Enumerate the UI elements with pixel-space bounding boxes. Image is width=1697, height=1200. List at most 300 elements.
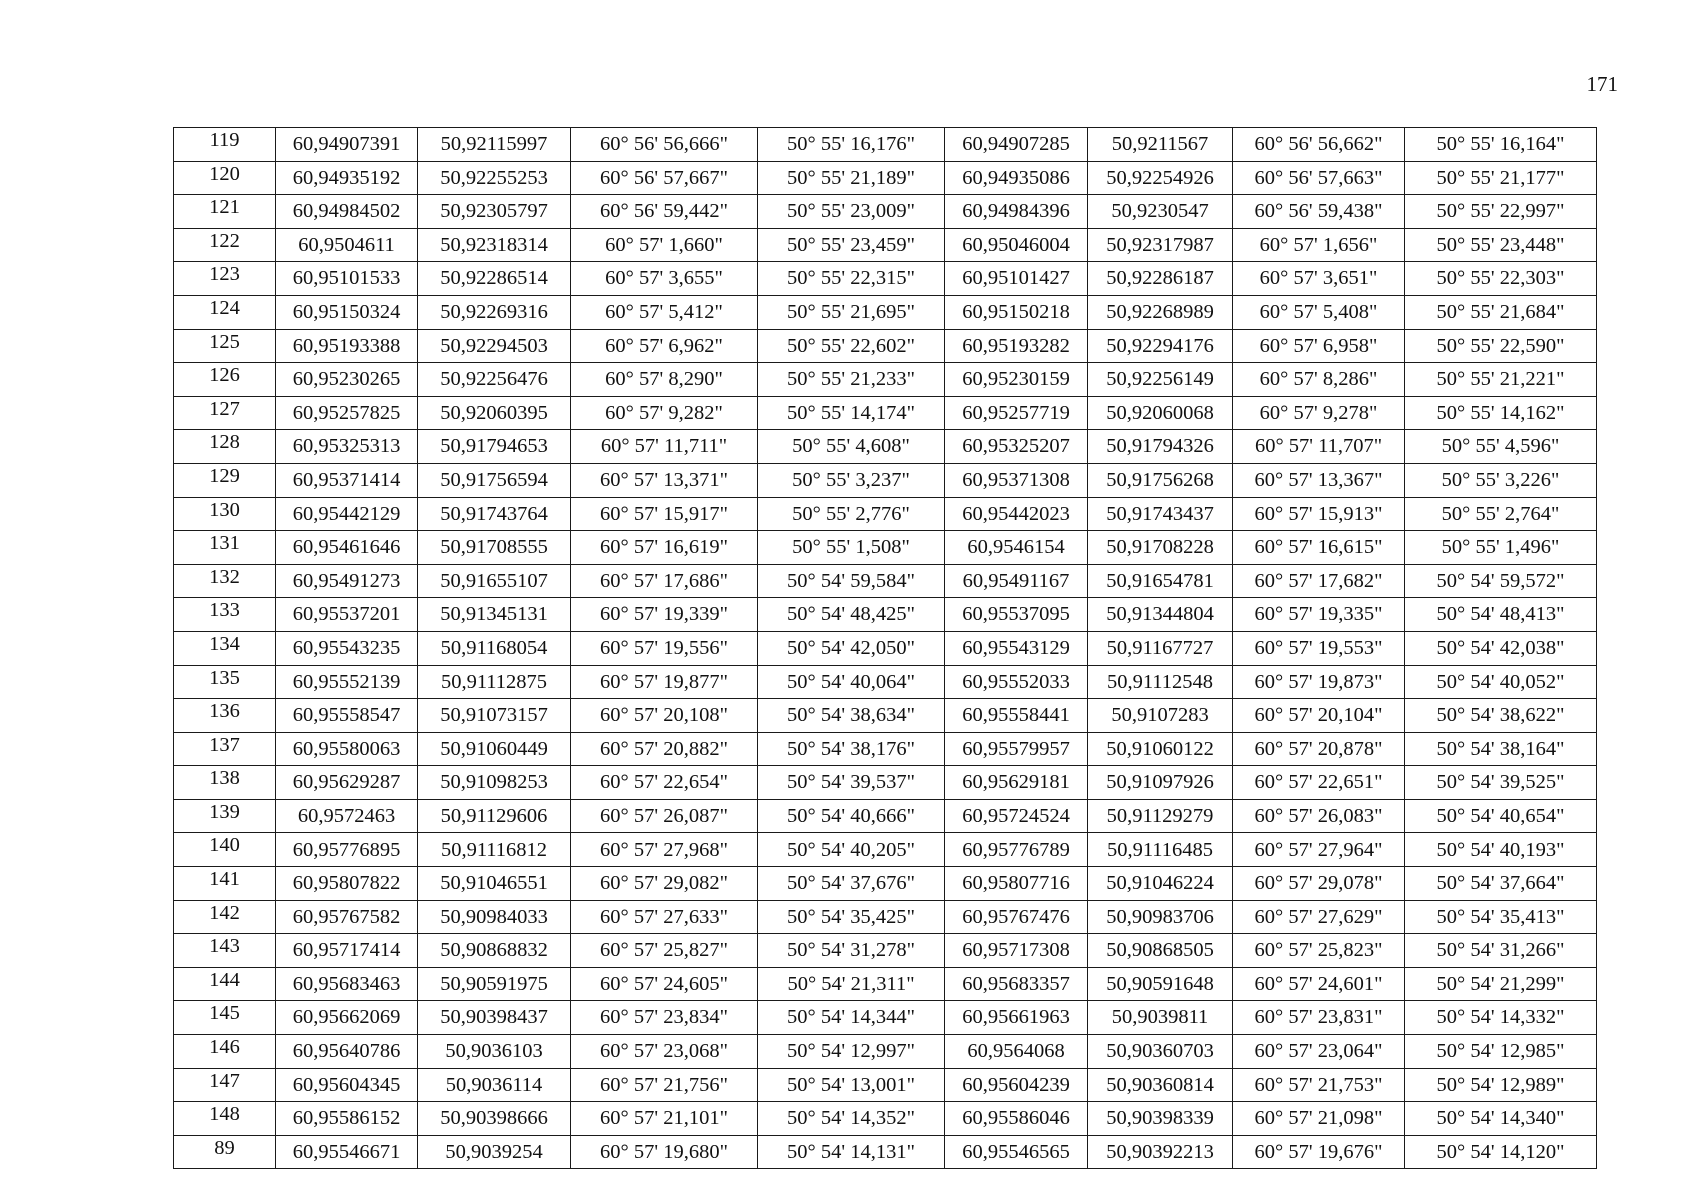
longitude-dms-alt-cell: 50° 55' 1,496" (1405, 531, 1597, 565)
longitude-decimal-cell: 50,9036103 (418, 1035, 571, 1069)
point-number-cell: 127 (174, 396, 276, 430)
latitude-decimal-cell: 60,95662069 (276, 1001, 418, 1035)
latitude-decimal-alt-cell: 60,95371308 (945, 463, 1088, 497)
latitude-decimal-cell: 60,9572463 (276, 799, 418, 833)
longitude-dms-cell: 50° 55' 4,608" (758, 430, 945, 464)
longitude-decimal-alt-cell: 50,9230547 (1088, 195, 1233, 229)
longitude-dms-cell: 50° 55' 21,695" (758, 295, 945, 329)
latitude-dms-cell: 60° 57' 5,412" (571, 295, 758, 329)
longitude-dms-cell: 50° 54' 12,997" (758, 1035, 945, 1069)
latitude-decimal-alt-cell: 60,95579957 (945, 732, 1088, 766)
longitude-decimal-cell: 50,90398666 (418, 1102, 571, 1136)
longitude-decimal-cell: 50,91046551 (418, 867, 571, 901)
table-row (174, 1001, 1597, 1035)
latitude-decimal-alt-cell: 60,95629181 (945, 766, 1088, 800)
table-row (174, 329, 1597, 363)
point-number-cell: 122 (174, 228, 276, 262)
latitude-dms-cell: 60° 57' 21,101" (571, 1102, 758, 1136)
longitude-dms-alt-cell: 50° 54' 38,622" (1405, 699, 1597, 733)
longitude-dms-alt-cell: 50° 54' 39,525" (1405, 766, 1597, 800)
latitude-dms-alt-cell: 60° 57' 29,078" (1233, 867, 1405, 901)
table-row (174, 598, 1597, 632)
latitude-decimal-cell: 60,95442129 (276, 497, 418, 531)
latitude-dms-alt-cell: 60° 57' 22,651" (1233, 766, 1405, 800)
latitude-dms-alt-cell: 60° 57' 25,823" (1233, 934, 1405, 968)
longitude-decimal-alt-cell: 50,9211567 (1088, 128, 1233, 162)
latitude-dms-alt-cell: 60° 57' 3,651" (1233, 262, 1405, 296)
point-number-cell: 134 (174, 631, 276, 665)
table-row (174, 867, 1597, 901)
longitude-dms-cell: 50° 54' 14,352" (758, 1102, 945, 1136)
longitude-decimal-cell: 50,91168054 (418, 631, 571, 665)
longitude-dms-alt-cell: 50° 55' 22,997" (1405, 195, 1597, 229)
longitude-dms-alt-cell: 50° 55' 21,177" (1405, 161, 1597, 195)
longitude-dms-alt-cell: 50° 54' 31,266" (1405, 934, 1597, 968)
latitude-dms-alt-cell: 60° 57' 13,367" (1233, 463, 1405, 497)
latitude-dms-alt-cell: 60° 57' 26,083" (1233, 799, 1405, 833)
latitude-dms-alt-cell: 60° 57' 20,104" (1233, 699, 1405, 733)
table-row (174, 631, 1597, 665)
longitude-decimal-cell: 50,91655107 (418, 564, 571, 598)
latitude-decimal-alt-cell: 60,95046004 (945, 228, 1088, 262)
latitude-dms-cell: 60° 57' 19,877" (571, 665, 758, 699)
longitude-dms-alt-cell: 50° 54' 12,985" (1405, 1035, 1597, 1069)
longitude-dms-cell: 50° 54' 37,676" (758, 867, 945, 901)
longitude-dms-cell: 50° 54' 39,537" (758, 766, 945, 800)
latitude-decimal-alt-cell: 60,95604239 (945, 1068, 1088, 1102)
latitude-decimal-alt-cell: 60,95101427 (945, 262, 1088, 296)
longitude-decimal-cell: 50,92256476 (418, 363, 571, 397)
latitude-dms-alt-cell: 60° 57' 19,335" (1233, 598, 1405, 632)
longitude-dms-alt-cell: 50° 54' 38,164" (1405, 732, 1597, 766)
latitude-decimal-cell: 60,95193388 (276, 329, 418, 363)
latitude-dms-cell: 60° 57' 23,834" (571, 1001, 758, 1035)
longitude-dms-cell: 50° 55' 14,174" (758, 396, 945, 430)
latitude-decimal-alt-cell: 60,95257719 (945, 396, 1088, 430)
point-number-cell: 123 (174, 262, 276, 296)
longitude-decimal-cell: 50,9036114 (418, 1068, 571, 1102)
longitude-dms-cell: 50° 55' 23,459" (758, 228, 945, 262)
latitude-decimal-cell: 60,9504611 (276, 228, 418, 262)
longitude-decimal-alt-cell: 50,91116485 (1088, 833, 1233, 867)
longitude-decimal-alt-cell: 50,90868505 (1088, 934, 1233, 968)
longitude-dms-cell: 50° 54' 40,666" (758, 799, 945, 833)
longitude-dms-alt-cell: 50° 54' 48,413" (1405, 598, 1597, 632)
latitude-decimal-alt-cell: 60,95491167 (945, 564, 1088, 598)
latitude-decimal-cell: 60,95767582 (276, 900, 418, 934)
latitude-decimal-alt-cell: 60,95325207 (945, 430, 1088, 464)
latitude-decimal-alt-cell: 60,95558441 (945, 699, 1088, 733)
longitude-dms-alt-cell: 50° 54' 14,340" (1405, 1102, 1597, 1136)
latitude-dms-cell: 60° 56' 59,442" (571, 195, 758, 229)
longitude-dms-alt-cell: 50° 55' 3,226" (1405, 463, 1597, 497)
longitude-decimal-cell: 50,92269316 (418, 295, 571, 329)
table-row (174, 396, 1597, 430)
point-number-cell: 135 (174, 665, 276, 699)
table-row (174, 128, 1597, 162)
longitude-decimal-cell: 50,90984033 (418, 900, 571, 934)
latitude-decimal-cell: 60,95546671 (276, 1135, 418, 1169)
longitude-decimal-alt-cell: 50,92060068 (1088, 396, 1233, 430)
table-row (174, 262, 1597, 296)
latitude-decimal-cell: 60,95371414 (276, 463, 418, 497)
longitude-decimal-cell: 50,91116812 (418, 833, 571, 867)
point-number-cell: 121 (174, 195, 276, 229)
table-row (174, 967, 1597, 1001)
longitude-dms-alt-cell: 50° 55' 21,684" (1405, 295, 1597, 329)
longitude-decimal-alt-cell: 50,90392213 (1088, 1135, 1233, 1169)
latitude-decimal-alt-cell: 60,95717308 (945, 934, 1088, 968)
longitude-dms-cell: 50° 54' 31,278" (758, 934, 945, 968)
point-number-cell: 138 (174, 766, 276, 800)
latitude-dms-alt-cell: 60° 57' 16,615" (1233, 531, 1405, 565)
longitude-dms-cell: 50° 55' 22,315" (758, 262, 945, 296)
point-number-cell: 140 (174, 833, 276, 867)
longitude-decimal-cell: 50,91794653 (418, 430, 571, 464)
longitude-decimal-cell: 50,92115997 (418, 128, 571, 162)
point-number-cell: 146 (174, 1035, 276, 1069)
point-number-cell: 130 (174, 497, 276, 531)
longitude-decimal-alt-cell: 50,90983706 (1088, 900, 1233, 934)
point-number-cell: 126 (174, 363, 276, 397)
longitude-decimal-alt-cell: 50,91794326 (1088, 430, 1233, 464)
longitude-decimal-alt-cell: 50,9039811 (1088, 1001, 1233, 1035)
point-number-cell: 148 (174, 1102, 276, 1136)
longitude-dms-alt-cell: 50° 55' 14,162" (1405, 396, 1597, 430)
latitude-dms-cell: 60° 57' 16,619" (571, 531, 758, 565)
longitude-dms-cell: 50° 54' 21,311" (758, 967, 945, 1001)
latitude-dms-alt-cell: 60° 57' 1,656" (1233, 228, 1405, 262)
longitude-decimal-cell: 50,92060395 (418, 396, 571, 430)
longitude-dms-alt-cell: 50° 54' 12,989" (1405, 1068, 1597, 1102)
table-row (174, 900, 1597, 934)
latitude-decimal-cell: 60,95325313 (276, 430, 418, 464)
longitude-dms-cell: 50° 55' 2,776" (758, 497, 945, 531)
latitude-dms-alt-cell: 60° 57' 6,958" (1233, 329, 1405, 363)
table-row (174, 161, 1597, 195)
latitude-dms-cell: 60° 57' 21,756" (571, 1068, 758, 1102)
latitude-dms-cell: 60° 57' 17,686" (571, 564, 758, 598)
longitude-decimal-alt-cell: 50,90360814 (1088, 1068, 1233, 1102)
longitude-decimal-alt-cell: 50,92317987 (1088, 228, 1233, 262)
longitude-decimal-alt-cell: 50,91344804 (1088, 598, 1233, 632)
longitude-decimal-alt-cell: 50,91167727 (1088, 631, 1233, 665)
longitude-dms-alt-cell: 50° 55' 23,448" (1405, 228, 1597, 262)
longitude-decimal-cell: 50,91743764 (418, 497, 571, 531)
latitude-decimal-cell: 60,95461646 (276, 531, 418, 565)
latitude-decimal-alt-cell: 60,9564068 (945, 1035, 1088, 1069)
longitude-dms-cell: 50° 54' 59,584" (758, 564, 945, 598)
longitude-decimal-alt-cell: 50,92294176 (1088, 329, 1233, 363)
longitude-decimal-cell: 50,92305797 (418, 195, 571, 229)
longitude-decimal-cell: 50,91073157 (418, 699, 571, 733)
longitude-decimal-cell: 50,91098253 (418, 766, 571, 800)
latitude-dms-alt-cell: 60° 57' 27,629" (1233, 900, 1405, 934)
latitude-decimal-alt-cell: 60,95552033 (945, 665, 1088, 699)
point-number-cell: 125 (174, 329, 276, 363)
longitude-dms-cell: 50° 54' 14,344" (758, 1001, 945, 1035)
latitude-dms-alt-cell: 60° 57' 20,878" (1233, 732, 1405, 766)
longitude-decimal-cell: 50,91129606 (418, 799, 571, 833)
table-row (174, 295, 1597, 329)
longitude-decimal-alt-cell: 50,91046224 (1088, 867, 1233, 901)
latitude-dms-cell: 60° 57' 20,882" (571, 732, 758, 766)
longitude-dms-cell: 50° 54' 35,425" (758, 900, 945, 934)
latitude-decimal-alt-cell: 60,95807716 (945, 867, 1088, 901)
latitude-dms-alt-cell: 60° 57' 11,707" (1233, 430, 1405, 464)
latitude-decimal-cell: 60,95717414 (276, 934, 418, 968)
longitude-decimal-cell: 50,92294503 (418, 329, 571, 363)
longitude-dms-alt-cell: 50° 54' 37,664" (1405, 867, 1597, 901)
longitude-decimal-alt-cell: 50,90360703 (1088, 1035, 1233, 1069)
longitude-decimal-alt-cell: 50,90398339 (1088, 1102, 1233, 1136)
longitude-dms-alt-cell: 50° 54' 21,299" (1405, 967, 1597, 1001)
longitude-decimal-cell: 50,90591975 (418, 967, 571, 1001)
longitude-dms-alt-cell: 50° 54' 14,120" (1405, 1135, 1597, 1169)
point-number-cell: 119 (174, 128, 276, 162)
longitude-decimal-alt-cell: 50,92286187 (1088, 262, 1233, 296)
latitude-dms-cell: 60° 56' 56,666" (571, 128, 758, 162)
longitude-dms-cell: 50° 55' 22,602" (758, 329, 945, 363)
latitude-decimal-cell: 60,95776895 (276, 833, 418, 867)
point-number-cell: 144 (174, 967, 276, 1001)
longitude-decimal-alt-cell: 50,91708228 (1088, 531, 1233, 565)
latitude-dms-cell: 60° 57' 19,556" (571, 631, 758, 665)
latitude-dms-cell: 60° 57' 11,711" (571, 430, 758, 464)
point-number-cell: 145 (174, 1001, 276, 1035)
latitude-dms-alt-cell: 60° 57' 19,553" (1233, 631, 1405, 665)
latitude-dms-alt-cell: 60° 57' 17,682" (1233, 564, 1405, 598)
point-number-cell: 124 (174, 295, 276, 329)
table-row (174, 766, 1597, 800)
latitude-dms-cell: 60° 57' 27,633" (571, 900, 758, 934)
longitude-decimal-cell: 50,90398437 (418, 1001, 571, 1035)
latitude-decimal-alt-cell: 60,95683357 (945, 967, 1088, 1001)
point-number-cell: 132 (174, 564, 276, 598)
latitude-decimal-cell: 60,95580063 (276, 732, 418, 766)
latitude-dms-alt-cell: 60° 57' 27,964" (1233, 833, 1405, 867)
latitude-decimal-cell: 60,95491273 (276, 564, 418, 598)
longitude-dms-alt-cell: 50° 54' 40,654" (1405, 799, 1597, 833)
latitude-dms-cell: 60° 57' 29,082" (571, 867, 758, 901)
latitude-dms-alt-cell: 60° 57' 21,098" (1233, 1102, 1405, 1136)
point-number-cell: 141 (174, 867, 276, 901)
point-number-cell: 89 (174, 1135, 276, 1169)
longitude-dms-cell: 50° 54' 13,001" (758, 1068, 945, 1102)
point-number-cell: 147 (174, 1068, 276, 1102)
latitude-dms-cell: 60° 57' 22,654" (571, 766, 758, 800)
latitude-dms-alt-cell: 60° 56' 59,438" (1233, 195, 1405, 229)
latitude-decimal-alt-cell: 60,95442023 (945, 497, 1088, 531)
longitude-decimal-alt-cell: 50,92256149 (1088, 363, 1233, 397)
table-row (174, 1035, 1597, 1069)
latitude-dms-cell: 60° 57' 25,827" (571, 934, 758, 968)
longitude-dms-cell: 50° 55' 21,233" (758, 363, 945, 397)
longitude-decimal-cell: 50,91060449 (418, 732, 571, 766)
latitude-decimal-alt-cell: 60,95586046 (945, 1102, 1088, 1136)
longitude-dms-cell: 50° 54' 14,131" (758, 1135, 945, 1169)
table-row (174, 531, 1597, 565)
latitude-dms-alt-cell: 60° 57' 24,601" (1233, 967, 1405, 1001)
table-row (174, 934, 1597, 968)
coordinates-table (173, 127, 1597, 1169)
longitude-dms-cell: 50° 54' 48,425" (758, 598, 945, 632)
latitude-dms-cell: 60° 57' 26,087" (571, 799, 758, 833)
longitude-dms-alt-cell: 50° 55' 2,764" (1405, 497, 1597, 531)
latitude-decimal-cell: 60,95640786 (276, 1035, 418, 1069)
table-row (174, 665, 1597, 699)
latitude-decimal-cell: 60,95629287 (276, 766, 418, 800)
latitude-decimal-alt-cell: 60,95546565 (945, 1135, 1088, 1169)
table-row (174, 497, 1597, 531)
latitude-dms-cell: 60° 57' 20,108" (571, 699, 758, 733)
latitude-decimal-alt-cell: 60,94984396 (945, 195, 1088, 229)
longitude-dms-alt-cell: 50° 55' 4,596" (1405, 430, 1597, 464)
latitude-decimal-alt-cell: 60,95543129 (945, 631, 1088, 665)
latitude-decimal-alt-cell: 60,95537095 (945, 598, 1088, 632)
latitude-decimal-cell: 60,95537201 (276, 598, 418, 632)
latitude-dms-cell: 60° 57' 8,290" (571, 363, 758, 397)
latitude-dms-cell: 60° 57' 15,917" (571, 497, 758, 531)
latitude-dms-cell: 60° 57' 9,282" (571, 396, 758, 430)
latitude-decimal-alt-cell: 60,95724524 (945, 799, 1088, 833)
latitude-dms-cell: 60° 57' 1,660" (571, 228, 758, 262)
latitude-decimal-cell: 60,95552139 (276, 665, 418, 699)
table-row (174, 363, 1597, 397)
latitude-decimal-cell: 60,95604345 (276, 1068, 418, 1102)
point-number-cell: 120 (174, 161, 276, 195)
latitude-dms-alt-cell: 60° 57' 19,873" (1233, 665, 1405, 699)
latitude-dms-alt-cell: 60° 57' 21,753" (1233, 1068, 1405, 1102)
latitude-decimal-cell: 60,95101533 (276, 262, 418, 296)
longitude-dms-alt-cell: 50° 54' 40,193" (1405, 833, 1597, 867)
latitude-decimal-alt-cell: 60,9546154 (945, 531, 1088, 565)
point-number-cell: 142 (174, 900, 276, 934)
coordinates-table-body (174, 128, 1597, 1169)
table-row (174, 195, 1597, 229)
latitude-dms-cell: 60° 57' 13,371" (571, 463, 758, 497)
longitude-dms-cell: 50° 54' 38,634" (758, 699, 945, 733)
longitude-decimal-alt-cell: 50,91654781 (1088, 564, 1233, 598)
latitude-dms-cell: 60° 57' 19,680" (571, 1135, 758, 1169)
page-number: 171 (1586, 72, 1618, 96)
longitude-decimal-cell: 50,91708555 (418, 531, 571, 565)
longitude-dms-cell: 50° 55' 23,009" (758, 195, 945, 229)
longitude-dms-alt-cell: 50° 55' 22,303" (1405, 262, 1597, 296)
table-row (174, 463, 1597, 497)
latitude-decimal-alt-cell: 60,94935086 (945, 161, 1088, 195)
table-row (174, 430, 1597, 464)
table-row (174, 1102, 1597, 1136)
latitude-dms-cell: 60° 57' 23,068" (571, 1035, 758, 1069)
latitude-decimal-cell: 60,95683463 (276, 967, 418, 1001)
latitude-dms-cell: 60° 57' 24,605" (571, 967, 758, 1001)
latitude-decimal-alt-cell: 60,95776789 (945, 833, 1088, 867)
latitude-decimal-alt-cell: 60,95767476 (945, 900, 1088, 934)
point-number-cell: 131 (174, 531, 276, 565)
longitude-dms-alt-cell: 50° 54' 14,332" (1405, 1001, 1597, 1035)
longitude-decimal-alt-cell: 50,91097926 (1088, 766, 1233, 800)
point-number-cell: 133 (174, 598, 276, 632)
latitude-dms-cell: 60° 57' 6,962" (571, 329, 758, 363)
longitude-dms-cell: 50° 54' 38,176" (758, 732, 945, 766)
latitude-decimal-cell: 60,95807822 (276, 867, 418, 901)
longitude-decimal-alt-cell: 50,91756268 (1088, 463, 1233, 497)
table-row (174, 1068, 1597, 1102)
longitude-decimal-cell: 50,9039254 (418, 1135, 571, 1169)
longitude-decimal-cell: 50,92255253 (418, 161, 571, 195)
longitude-decimal-cell: 50,91345131 (418, 598, 571, 632)
longitude-decimal-alt-cell: 50,92254926 (1088, 161, 1233, 195)
latitude-dms-alt-cell: 60° 56' 57,663" (1233, 161, 1405, 195)
table-row (174, 833, 1597, 867)
table-row (174, 1135, 1597, 1169)
point-number-cell: 143 (174, 934, 276, 968)
point-number-cell: 139 (174, 799, 276, 833)
longitude-dms-cell: 50° 55' 1,508" (758, 531, 945, 565)
point-number-cell: 128 (174, 430, 276, 464)
longitude-decimal-cell: 50,91112875 (418, 665, 571, 699)
point-number-cell: 136 (174, 699, 276, 733)
point-number-cell: 129 (174, 463, 276, 497)
longitude-dms-cell: 50° 55' 3,237" (758, 463, 945, 497)
latitude-dms-alt-cell: 60° 57' 23,831" (1233, 1001, 1405, 1035)
latitude-decimal-alt-cell: 60,95193282 (945, 329, 1088, 363)
longitude-dms-alt-cell: 50° 55' 21,221" (1405, 363, 1597, 397)
longitude-decimal-alt-cell: 50,91743437 (1088, 497, 1233, 531)
latitude-decimal-cell: 60,95586152 (276, 1102, 418, 1136)
longitude-dms-alt-cell: 50° 54' 35,413" (1405, 900, 1597, 934)
latitude-decimal-alt-cell: 60,94907285 (945, 128, 1088, 162)
longitude-decimal-alt-cell: 50,91060122 (1088, 732, 1233, 766)
longitude-dms-alt-cell: 50° 55' 16,164" (1405, 128, 1597, 162)
longitude-decimal-cell: 50,90868832 (418, 934, 571, 968)
longitude-decimal-alt-cell: 50,9107283 (1088, 699, 1233, 733)
table-row (174, 732, 1597, 766)
latitude-decimal-alt-cell: 60,95150218 (945, 295, 1088, 329)
longitude-decimal-cell: 50,91756594 (418, 463, 571, 497)
latitude-decimal-cell: 60,95230265 (276, 363, 418, 397)
latitude-decimal-cell: 60,94984502 (276, 195, 418, 229)
latitude-dms-alt-cell: 60° 56' 56,662" (1233, 128, 1405, 162)
latitude-dms-alt-cell: 60° 57' 9,278" (1233, 396, 1405, 430)
table-row (174, 699, 1597, 733)
longitude-decimal-alt-cell: 50,92268989 (1088, 295, 1233, 329)
longitude-dms-cell: 50° 55' 16,176" (758, 128, 945, 162)
longitude-dms-alt-cell: 50° 54' 42,038" (1405, 631, 1597, 665)
latitude-dms-cell: 60° 56' 57,667" (571, 161, 758, 195)
latitude-dms-cell: 60° 57' 19,339" (571, 598, 758, 632)
longitude-decimal-alt-cell: 50,91112548 (1088, 665, 1233, 699)
latitude-dms-alt-cell: 60° 57' 5,408" (1233, 295, 1405, 329)
latitude-decimal-cell: 60,94935192 (276, 161, 418, 195)
longitude-dms-cell: 50° 54' 42,050" (758, 631, 945, 665)
longitude-decimal-cell: 50,92318314 (418, 228, 571, 262)
latitude-dms-alt-cell: 60° 57' 8,286" (1233, 363, 1405, 397)
latitude-dms-cell: 60° 57' 3,655" (571, 262, 758, 296)
latitude-dms-alt-cell: 60° 57' 19,676" (1233, 1135, 1405, 1169)
longitude-dms-cell: 50° 54' 40,205" (758, 833, 945, 867)
latitude-decimal-alt-cell: 60,95230159 (945, 363, 1088, 397)
latitude-dms-cell: 60° 57' 27,968" (571, 833, 758, 867)
point-number-cell: 137 (174, 732, 276, 766)
latitude-decimal-cell: 60,95150324 (276, 295, 418, 329)
longitude-dms-alt-cell: 50° 54' 59,572" (1405, 564, 1597, 598)
longitude-dms-alt-cell: 50° 54' 40,052" (1405, 665, 1597, 699)
latitude-decimal-cell: 60,95558547 (276, 699, 418, 733)
latitude-decimal-cell: 60,95257825 (276, 396, 418, 430)
longitude-decimal-alt-cell: 50,91129279 (1088, 799, 1233, 833)
